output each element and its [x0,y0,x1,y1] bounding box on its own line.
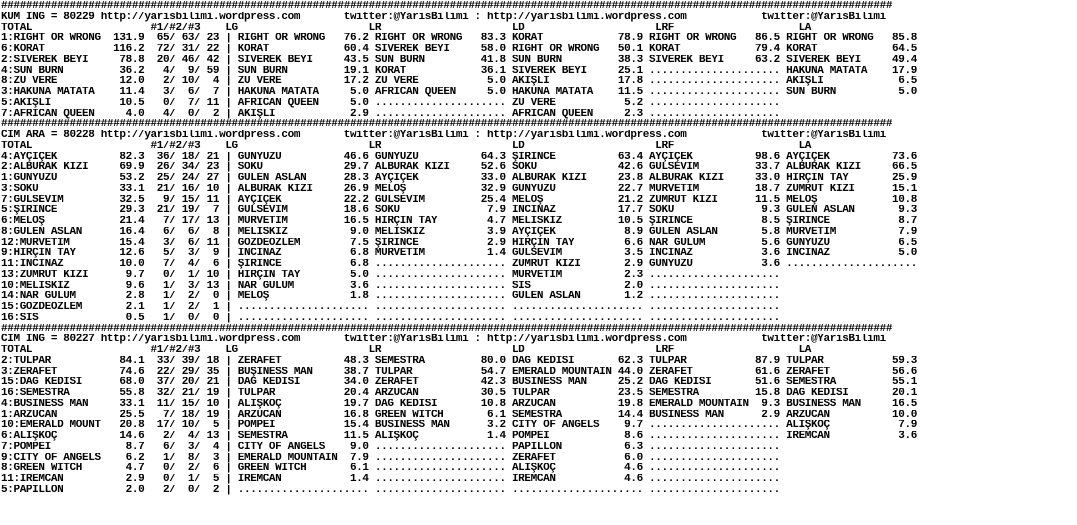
table-row: 14:NAR GÜLÜM 2.8 1/ 2/ 0 | MELOŞ 1.8 ..................... GÜLEN ASLAN 1.2 ..................... [1,291,780,302]
separator-line: ############################################################################################################################################### [1,1,893,12]
table-row: 5:PAPILLON 2.0 2/ 0/ 2 | ..................... ..................... ..................... ..................... [1,484,780,496]
table-row: 6:ALİŞKOÇ 14.6 2/ 4/ 13 | SEMESTRA 11.5 ALİŞKOÇ 1.4 POMPEİ 8.6 ..................... İREMCAN 3.6 [1,431,917,442]
race-section [1,1,1077,119]
separator-line: ############################################################################################################################################### [1,323,893,335]
column-header: TOTAL #1/#2/#3 LG LR LD LRF LA [1,345,812,356]
table-row: 13:ZÜMRÜT KIZI 9.7 0/ 1/ 10 | HIRÇIN TAY 5.0 ..................... MÜRVETİM 2.3 ..................... [1,269,780,281]
table-row: 16:SİS 0.5 1/ 0/ 0 | ..................... ..................... ..................... ..................... [1,312,780,324]
table-row: 3:HAKUNA MATATA 11.4 3/ 6/ 7 | HAKUNA MATATA 5.0 AFRICAN QUEEN 5.0 HAKUNA MATATA 11.5 ..................... SUN BURN 5.0 [1,87,917,98]
table-row: 12:MÜRVETİM 15.4 3/ 6/ 11 | GÖZDEÖZLEM 7.5 ŞİRİNCE 2.9 HIRÇIN TAY 6.6 NAR GÜLÜM 5.6 GÜNYÜZÜ 6.5 [1,237,917,249]
table-row: 8:ZU VERE 12.0 2/ 10/ 4 | ZU VERE 17.2 ZU VERE 5.0 AKIŞLI 17.8 ..................... AKIŞLI 6.5 [1,76,917,87]
table-row: 5:ŞİRİNCE 29.3 21/ 19/ 7 | GÜLSEVİM 18.6 SOKU 7.9 İNCİNAZ 17.7 SOKU 9.3 GÜLEN ASLAN 9.3 [1,205,917,216]
table-row: 15:GÖZDEÖZLEM 2.1 1/ 2/ 1 | ..................... ..................... ..................... ..................... [1,302,780,313]
separator-line: ############################################################################################################################################### [1,119,893,130]
table-row: 1:GÜNYÜZÜ 53.2 25/ 24/ 27 | GÜLEN ASLAN 28.3 AYÇİÇEK 33.0 ALBURAK KIZI 23.8 ALBURAK KIZI 33.0 HIRÇIN TAY 25.9 [1,173,917,184]
race-header: CIM ARA = 80228 http://yarisbilimi.wordpress.com twitter:@YarisBilimi : http://yarisbilimi.wordpress.com twitter:@YarisBilimi [1,130,886,141]
race-header: CIM ING = 80227 http://yarisbilimi.wordpress.com twitter:@YarisBilimi : http://yarisbilimi.wordpress.com twitter:@YarisBilimi [1,334,886,345]
table-row: 1:ARZUCAN 25.5 7/ 18/ 19 | ARZUCAN 16.8 GREEN WITCH 6.1 SEMESTRA 14.4 BUSINESS MAN 2.9 ARZUCAN 10.0 [1,409,917,421]
column-header: TOTAL #1/#2/#3 LG LR LD LRF LA [1,140,812,152]
table-row: 16:SEMESTRA 55.8 32/ 21/ 19 | TULPAR 20.4 ARZUCAN 30.5 TULPAR 23.5 SEMESTRA 15.8 DAĞ KEDİSİ 20.1 [1,388,917,399]
table-row: 4:BUSINESS MAN 33.1 11/ 15/ 10 | ALİŞKOÇ 19.7 DAĞ KEDİSİ 10.8 ARZUCAN 19.8 EMERALD MOUNTAIN 9.3 BUSINESS MAN 16.5 [1,398,917,410]
race-section [1,324,1077,496]
table-row: 3:ZERAFET 74.6 22/ 29/ 35 | BUŞINESS MAN 38.7 TULPAR 54.7 EMERALD MOUNTAIN 44.0 ZERAFET 61.6 ZERAFET 56.6 [1,366,917,378]
table-row: 2:SİVEREK BEYİ 78.8 20/ 46/ 42 | SİVEREK BEYİ 43.5 SUN BURN 41.8 SUN BURN 38.3 SİVEREK BEYİ 63.2 SİVEREK BEYİ 49.4 [1,54,917,66]
table-row: 5:AKIŞLI 10.5 0/ 7/ 11 | AFRICAN QUEEN 5.0 ..................... ZU VERE 5.2 ..................... [1,97,780,109]
table-row: 7:POMPEİ 8.7 6/ 3/ 4 | CITY OF ANGELS 9.0 ..................... PAPILLON 6.3 ..................... [1,441,780,453]
table-row: 15:DAĞ KEDİSİ 68.0 37/ 20/ 21 | DAĞ KEDİSİ 34.0 ZERAFET 42.3 BUSINESS MAN 25.2 DAĞ KEDİSİ 51.6 SEMESTRA 55.1 [1,377,917,388]
table-row: 7:AFRICAN QUEEN 4.0 4/ 0/ 2 | AKIŞLI 2.9 ..................... AFRICAN QUEEN 2.3 ..................... [1,108,780,120]
table-row: 8:GÜLEN ASLAN 16.4 6/ 6/ 8 | MELİSKİZ 9.0 MELİSKİZ 3.9 AYÇİÇEK 8.9 GÜLEN ASLAN 5.8 MÜRVETİM 7.9 [1,226,917,238]
table-row: 4:SUN BURN 36.2 4/ 9/ 59 | SUN BURN 19.1 KORAT 36.1 SİVEREK BEYİ 25.1 ..................... HAKUNA MATATA 17.9 [1,65,917,77]
table-row: 1:RIGHT OR WRONG 131.9 65/ 63/ 23 | RIGHT OR WRONG 76.2 RIGHT OR WRONG 83.3 KORAT 78.9 RIGHT OR WRONG 86.5 RIGHT OR WRONG 85.8 [1,33,917,44]
table-row: 10:EMERALD MOUNT 20.8 17/ 10/ 5 | POMPEİ 15.4 BUSINESS MAN 3.2 CITY OF ANGELS 9.7 ..................... ALİŞKOÇ 7.9 [1,420,917,431]
table-row: 3:SOKU 33.1 21/ 16/ 10 | ALBURAK KIZI 26.9 MELOŞ 32.9 GÜNYÜZÜ 22.7 MÜRVETİM 18.7 ZÜMRÜT KIZI 15.1 [1,183,917,195]
table-row: 10:MELİSKİZ 9.6 1/ 3/ 13 | NAR GÜLÜM 3.6 ..................... SİS 2.0 ..................... [1,280,780,292]
table-row: 2:TULPAR 84.1 33/ 39/ 18 | ZERAFET 48.3 SEMESTRA 80.0 DAĞ KEDİSİ 62.3 TULPAR 87.9 TULPAR 59.3 [1,355,917,367]
table-row: 11:İREMCAN 2.9 0/ 1/ 5 | İREMCAN 1.4 ..................... İREMCAN 4.6 ..................... [1,474,780,485]
table-row: 4:AYÇİÇEK 82.3 36/ 18/ 21 | GÜNYÜZÜ 46.6 GÜNYÜZÜ 64.3 ŞİRİNCE 63.4 AYÇİÇEK 98.6 AYÇİÇEK 73.6 [1,151,917,163]
race-header: KUM ING = 80229 http://yarisbilimi.wordpress.com twitter:@YarisBilimi : http://yarisbilimi.wordpress.com twitter:@YarisBilimi [1,11,886,23]
table-row: 2:ALBURAK KIZI 69.9 26/ 34/ 23 | SOKU 29.7 ALBURAK KIZI 52.6 SOKU 42.6 GÜLSEVİM 33.7 ALBURAK KIZI 66.5 [1,162,917,173]
table-row: 6:MELOŞ 21.4 7/ 17/ 13 | MÜRVETİM 16.5 HIRÇIN TAY 4.7 MELİSKİZ 10.5 ŞİRİNCE 8.5 ŞİRİNCE 8.7 [1,216,917,227]
table-row: 6:KORAT 116.2 72/ 31/ 22 | KORAT 60.4 SİVEREK BEYİ 58.0 RIGHT OR WRONG 50.1 KORAT 79.4 KORAT 64.5 [1,44,917,55]
table-row: 9:HIRÇIN TAY 12.6 5/ 3/ 9 | İNCİNAZ 6.8 MÜRVETİM 1.4 GÜLSEVİM 3.5 İNCİNAZ 3.6 İNCİNAZ 5.0 [1,248,917,259]
table-row: 8:GREEN WITCH 4.7 0/ 2/ 6 | GREEN WITCH 6.1 ..................... ALİŞKOÇ 4.6 ..................... [1,463,780,474]
column-header: TOTAL #1/#2/#3 LG LR LD LRF LA [1,22,812,34]
race-section [1,119,1077,323]
table-row: 9:CITY OF ANGELS 6.2 1/ 8/ 3 | EMERALD MOUNTAIN 7.9 ..................... ZERAFET 6.0 ..................... [1,452,780,464]
table-row: 7:GÜLSEVİM 32.5 9/ 15/ 11 | AYÇİÇEK 22.2 GÜLSEVİM 25.4 MELOŞ 21.2 ZÜMRÜT KIZI 11.5 MELOŞ 10.8 [1,194,917,206]
table-row: 11:İNCİNAZ 10.0 7/ 4/ 6 | ŞİRİNCE 6.8 ..................... ZÜMRÜT KIZI 2.9 GÜNYÜZÜ 3.6 ..................... [1,259,917,270]
